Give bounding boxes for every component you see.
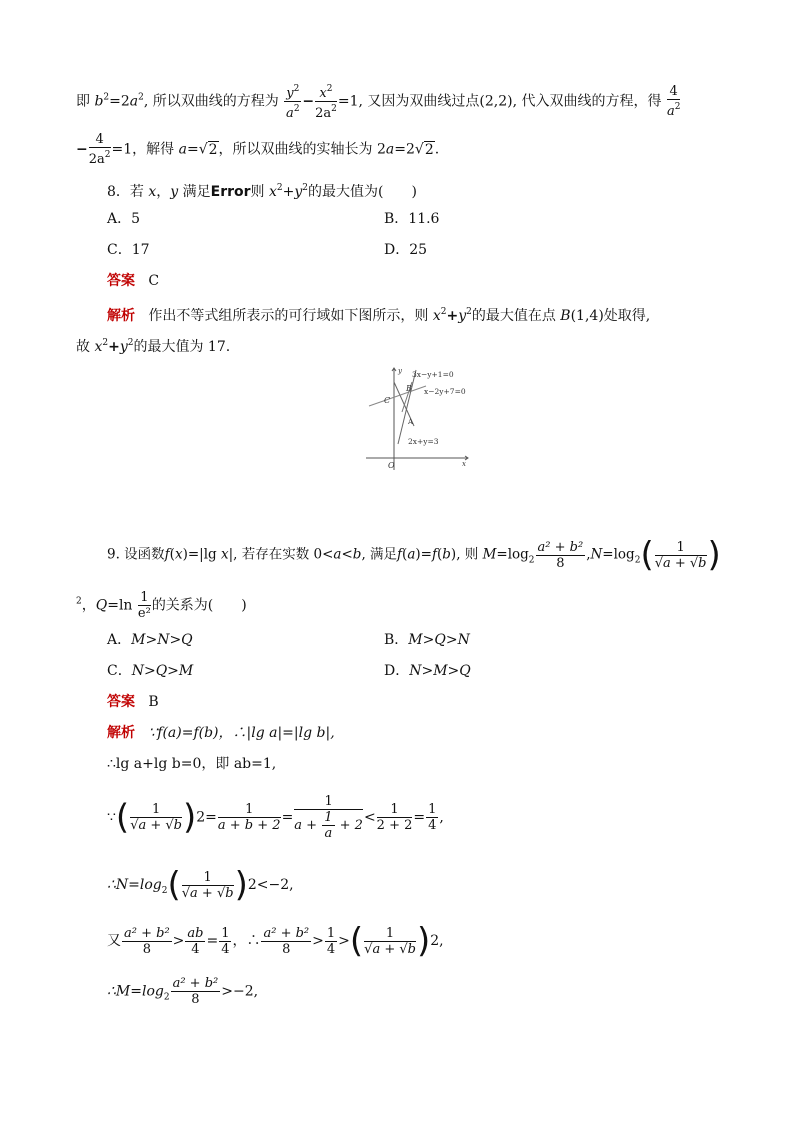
label-point-b: B (406, 384, 412, 393)
q8-answer: 答案 C (107, 273, 160, 289)
fraction-4-2a2: $\frac{4}{2a^2}$ (88, 132, 111, 167)
q9-option-a: A．M>N>Q (107, 632, 193, 648)
label-origin: O (388, 461, 395, 470)
fraction-4-a2: $\frac{4}{a^2}$ (666, 84, 681, 119)
q9-option-b: B．M>Q>N (384, 632, 470, 648)
q9-solution-line-1: 解析 ∵f(a)=f(b)，∴|lg a|=|lg b|, (107, 725, 335, 741)
question-8-stem: 8．若 x，y 满足Error则 $x^2+y^2$的最大值为( ) (107, 183, 417, 200)
label-point-c: C (384, 396, 391, 405)
q9-solution-line-6: $\therefore M=\log_2$ $\frac{\text{a² + b²}}{8}$ >−2, (107, 976, 259, 1007)
label-point-a: A (408, 418, 414, 426)
q9-solution-line-3: ∵( $\frac{1}{√a + √b}$ )2= $\frac{1}{a + b + 2}$ = 1 a + $\frac{1}{a}$ + 2 < $\frac{1}{2 + 2}$ = $\frac{1}{4}$ , (107, 794, 444, 841)
label-line3: 2x+y=3 (408, 437, 439, 446)
fraction-x2-2a2: $\frac{x^2}{2a^2}$ (315, 84, 337, 121)
fraction-1-sqrt-sum: $\frac{1}{√a + √b}$ (654, 539, 707, 571)
q8-option-d: D．25 (384, 242, 428, 258)
q8-solution-line-2: 故 $x^2+y^2$的最大值为 17. (76, 338, 231, 355)
q8-solution-line-1: 解析 作出不等式组所表示的可行域如下图所示，则 $x^2+y^2$的最大值在点 B(1,4)处取得, (107, 307, 651, 324)
fraction-a2b2-8: $\frac{\text{a² + b²}}{8}$ (537, 539, 584, 571)
q8-option-b: B．11.6 (384, 211, 440, 227)
fraction-y2-a2: $\frac{y^2}{a^2}$ (286, 84, 300, 121)
line-2x-plus-y-3 (398, 370, 416, 444)
label-line1: 3x−y+1=0 (412, 370, 454, 379)
fraction-1-e2: $\frac{1}{\text{e²}}$ (137, 590, 151, 621)
q8-option-c: C．17 (107, 242, 150, 258)
q8-option-a: A．5 (107, 211, 141, 227)
q9-option-c: C．N>Q>M (107, 663, 194, 679)
q9-solution-line-2: ∴lg a+lg b=0，即 ab=1, (107, 756, 277, 772)
label-x-axis: x (462, 460, 466, 468)
question-9-stem-2: $^2$，Q=ln $\frac{1}{\text{e²}}$ 的关系为( ) (76, 590, 247, 621)
question-9-stem: 9. 设函数f(x)=|lg x|, 若存在实数 0<a<b, 满足f(a)=f(b), 则 $M=\log_2$ $\frac{\text{a² + b²}}{8}$ $,N=\log_2$( $\frac{1}{√a + √b}$ ) (107, 535, 721, 575)
feasible-region-figure (364, 364, 474, 472)
solution-line-hyperbola-1: 即 $b^2=2a^2$, 所以双曲线的方程为 $\frac{y^2}{a^2}$ − $\frac{x^2}{2a^2}$ =1, 又因为双曲线过点(2,2), 代入双曲线的方程，得 $\frac{4}{a^2}$ (76, 84, 681, 121)
q9-solution-line-5: 又 $\frac{\text{a² + b²}}{8}$ > $\frac{ab}{4}$ = $\frac{1}{4}$ ，∴ $\frac{\text{a² + b²}}{8}$ > $\frac{1}{4}$ >( $\frac{1}{√a + √b}$ )2, (107, 921, 444, 961)
q9-option-d: D．N>M>Q (384, 663, 471, 679)
label-line2: x−2y+7=0 (424, 387, 466, 396)
solution-line-hyperbola-2: − $\frac{4}{2a^2}$ =1，解得 a=√2，所以双曲线的实轴长为 2a=2√2. (76, 132, 440, 167)
q9-answer: 答案 B (107, 694, 159, 710)
q9-solution-line-4: $\therefore N=\log_2$( $\frac{1}{√a + √b}$ )2<−2, (107, 865, 294, 905)
label-y-axis: y (398, 367, 402, 375)
